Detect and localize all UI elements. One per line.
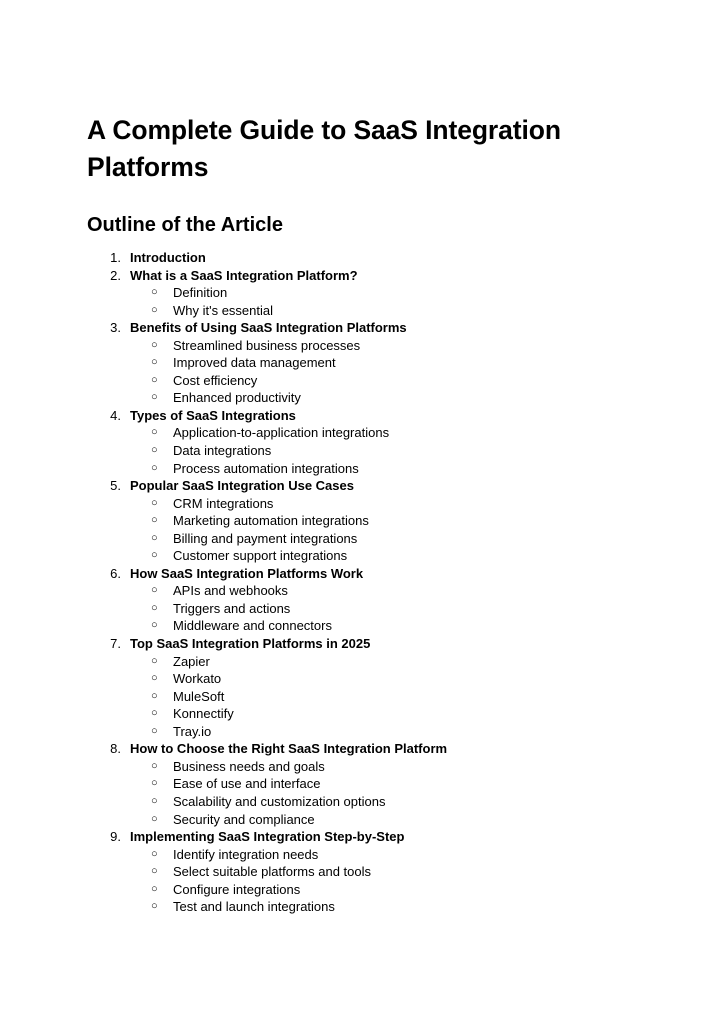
sub-list-item-text: MuleSoft [173,688,225,704]
hollow-circle-bullet-icon: ○ [151,777,158,790]
sub-list [130,653,647,741]
hollow-circle-bullet-icon: ○ [151,356,158,369]
sub-list-item [130,495,647,513]
hollow-circle-bullet-icon: ○ [151,847,158,860]
sub-list-item-text: Select suitable platforms and tools [173,864,371,880]
sub-list-item [130,582,647,600]
hollow-circle-bullet-icon: ○ [151,707,158,720]
sub-list-item [130,881,647,899]
hollow-circle-bullet-icon: ○ [151,514,158,527]
sub-list-item-text: Konnectify [173,706,234,722]
outline-item [87,828,647,916]
sub-list-item-text: Customer support integrations [173,548,348,564]
sub-list-item-text: Tray.io [173,723,212,739]
sub-list-item [130,600,647,618]
sub-list-item-text: Enhanced productivity [173,390,301,406]
sub-list-item-text: Cost efficiency [173,372,258,388]
outline-item-label: Benefits of Using SaaS Integration Platforms [130,320,407,336]
sub-list-item-text: Marketing automation integrations [173,513,369,529]
outline-item-number: 8. [110,741,121,757]
outline-item-label: Popular SaaS Integration Use Cases [130,478,354,494]
sub-list-item [130,811,647,829]
sub-list [130,495,647,565]
outline-item-label: What is a SaaS Integration Platform? [130,267,358,283]
hollow-circle-bullet-icon: ○ [151,900,158,913]
hollow-circle-bullet-icon: ○ [151,461,158,474]
sub-list-item [130,460,647,478]
sub-list-item [130,758,647,776]
sub-list [130,846,647,916]
sub-list-item [130,705,647,723]
sub-list-item-text: Triggers and actions [173,600,291,616]
hollow-circle-bullet-icon: ○ [151,496,158,509]
sub-list-item-text: Scalability and customization options [173,793,386,809]
sub-list [130,582,647,635]
hollow-circle-bullet-icon: ○ [151,672,158,685]
hollow-circle-bullet-icon: ○ [151,619,158,632]
sub-list-item-text: Ease of use and interface [173,776,321,792]
sub-list-item-text: Security and compliance [173,811,315,827]
sub-list-item [130,863,647,881]
sub-list-item [130,442,647,460]
sub-list-item-text: Configure integrations [173,881,301,897]
sub-list-item [130,389,647,407]
outline-item-label: How SaaS Integration Platforms Work [130,565,364,581]
outline-item [87,740,647,828]
outline-item-number: 4. [110,407,121,423]
outline-item-label: Types of SaaS Integrations [130,407,296,423]
sub-list-item-text: Workato [173,671,222,687]
sub-list-item [130,898,647,916]
outline-item-number: 1. [110,250,121,265]
sub-list-item-text: Streamlined business processes [173,337,361,353]
document-title: A Complete Guide to SaaS Integration Platforms [87,115,561,182]
outline-item-label: Introduction [130,250,206,265]
outline-item-label: How to Choose the Right SaaS Integration Platform [130,741,448,757]
hollow-circle-bullet-icon: ○ [151,865,158,878]
sub-list-item [130,372,647,390]
hollow-circle-bullet-icon: ○ [151,303,158,316]
hollow-circle-bullet-icon: ○ [151,584,158,597]
sub-list-item-text: Why it's essential [173,302,274,318]
sub-list-item-text: Identify integration needs [173,846,319,862]
sub-list-item-text: Zapier [173,653,210,669]
sub-list-item [130,354,647,372]
sub-list-item-text: Application-to-application integrations [173,425,390,441]
outline-item-number: 5. [110,478,121,494]
hollow-circle-bullet-icon: ○ [151,882,158,895]
hollow-circle-bullet-icon: ○ [151,444,158,457]
hollow-circle-bullet-icon: ○ [151,654,158,667]
sub-list-item-text: Definition [173,285,228,301]
hollow-circle-bullet-icon: ○ [151,373,158,386]
hollow-circle-bullet-icon: ○ [151,794,158,807]
outline-item [87,477,647,565]
document-page [87,112,647,916]
sub-list-item [130,846,647,864]
hollow-circle-bullet-icon: ○ [151,689,158,702]
sub-list-item [130,775,647,793]
sub-list-item [130,653,647,671]
sub-list-item-text: Billing and payment integrations [173,530,358,546]
outline-item [87,565,647,635]
outline-item-label: Top SaaS Integration Platforms in 2025 [130,636,371,652]
sub-list-item [130,617,647,635]
sub-list-item [130,284,647,302]
sub-list [130,337,647,407]
sub-list-item [130,337,647,355]
outline-item [87,407,647,477]
hollow-circle-bullet-icon: ○ [151,549,158,562]
hollow-circle-bullet-icon: ○ [151,391,158,404]
hollow-circle-bullet-icon: ○ [151,601,158,614]
sub-list-item [130,512,647,530]
outline-item [87,635,647,740]
sub-list-item-text: Improved data management [173,355,336,371]
outline-item-number: 3. [110,320,121,336]
outline-item [87,267,647,320]
sub-list [130,284,647,319]
sub-list-item [130,424,647,442]
outline-item-number: 6. [110,565,121,581]
outline-item [87,249,647,267]
sub-list-item [130,723,647,741]
sub-list-item [130,793,647,811]
sub-list-item-text: Process automation integrations [173,460,359,476]
outline-list [87,249,647,916]
outline-item [87,319,647,407]
hollow-circle-bullet-icon: ○ [151,338,158,351]
sub-list-item [130,670,647,688]
sub-list-item-text: APIs and webhooks [173,583,288,599]
sub-list-item [130,302,647,320]
sub-list-item-text: Test and launch integrations [173,899,335,915]
hollow-circle-bullet-icon: ○ [151,531,158,544]
sub-list-item [130,547,647,565]
outline-item-number: 2. [110,267,121,283]
sub-list-item-text: Business needs and goals [173,758,325,774]
hollow-circle-bullet-icon: ○ [151,426,158,439]
hollow-circle-bullet-icon: ○ [151,759,158,772]
sub-list-item-text: Data integrations [173,443,272,459]
outline-item-number: 7. [110,636,121,652]
hollow-circle-bullet-icon: ○ [151,812,158,825]
sub-list-item [130,530,647,548]
sub-list-item [130,688,647,706]
sub-list-item-text: CRM integrations [173,495,274,511]
hollow-circle-bullet-icon: ○ [151,286,158,299]
hollow-circle-bullet-icon: ○ [151,724,158,737]
sub-list [130,758,647,828]
outline-item-label: Implementing SaaS Integration Step-by-Step [130,829,405,845]
outline-item-number: 9. [110,829,121,845]
sub-list [130,424,647,477]
sub-list-item-text: Middleware and connectors [173,618,332,634]
outline-heading: Outline of the Article [87,214,283,236]
